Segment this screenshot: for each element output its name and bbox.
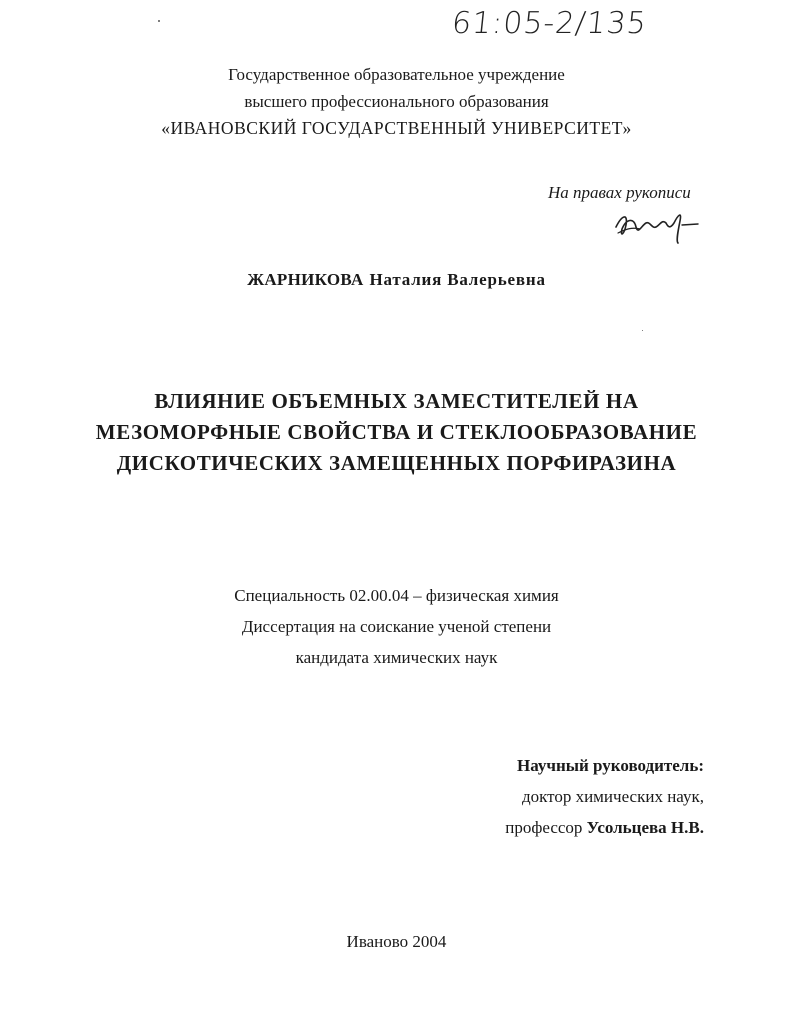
city-year: Иваново 2004 (346, 932, 447, 951)
title-line-2: МЕЗОМОРФНЫЕ СВОЙСТВА И СТЕКЛООБРАЗОВАНИЕ (95, 420, 698, 444)
specialty-block (0, 580, 793, 673)
specialty-line: Специальность 02.00.04 – физическая химия (234, 586, 559, 605)
author-given-names: Наталия Валерьевна (369, 270, 546, 289)
degree-line: Диссертация на соискание ученой степени (241, 617, 552, 636)
supervisor-block (505, 750, 704, 843)
supervisor-title-name (505, 812, 704, 843)
scan-speck (158, 20, 160, 22)
scan-speck (642, 330, 643, 331)
supervisor-degree: доктор химических наук, (521, 787, 704, 806)
institution-line-2: высшего профессионального образования (244, 92, 549, 111)
author-name (0, 270, 793, 290)
title-line-3: ДИСКОТИЧЕСКИХ ЗАМЕЩЕННЫХ ПОРФИРАЗИНА (116, 451, 677, 475)
dissertation-title (0, 386, 793, 479)
degree-type-line: кандидата химических наук (295, 648, 498, 667)
supervisor-label: Научный руководитель: (517, 756, 704, 775)
supervisor-name: Усольцева Н.В. (586, 818, 704, 837)
supervisor-title: профессор (505, 818, 583, 837)
author-surname: ЖАРНИКОВА (247, 270, 364, 289)
title-line-1: ВЛИЯНИЕ ОБЪЕМНЫХ ЗАМЕСТИТЕЛЕЙ НА (154, 389, 639, 413)
institution-line-1: Государственное образовательное учреждение (228, 65, 565, 84)
signature-mark (612, 205, 702, 245)
archive-code-handwritten: 61:05-2/135 (450, 6, 649, 41)
manuscript-rights-note: На правах рукописи (548, 183, 691, 202)
university-name: «ИВАНОВСКИЙ ГОСУДАРСТВЕННЫЙ УНИВЕРСИТЕТ» (161, 118, 632, 138)
institution-header (0, 61, 793, 142)
